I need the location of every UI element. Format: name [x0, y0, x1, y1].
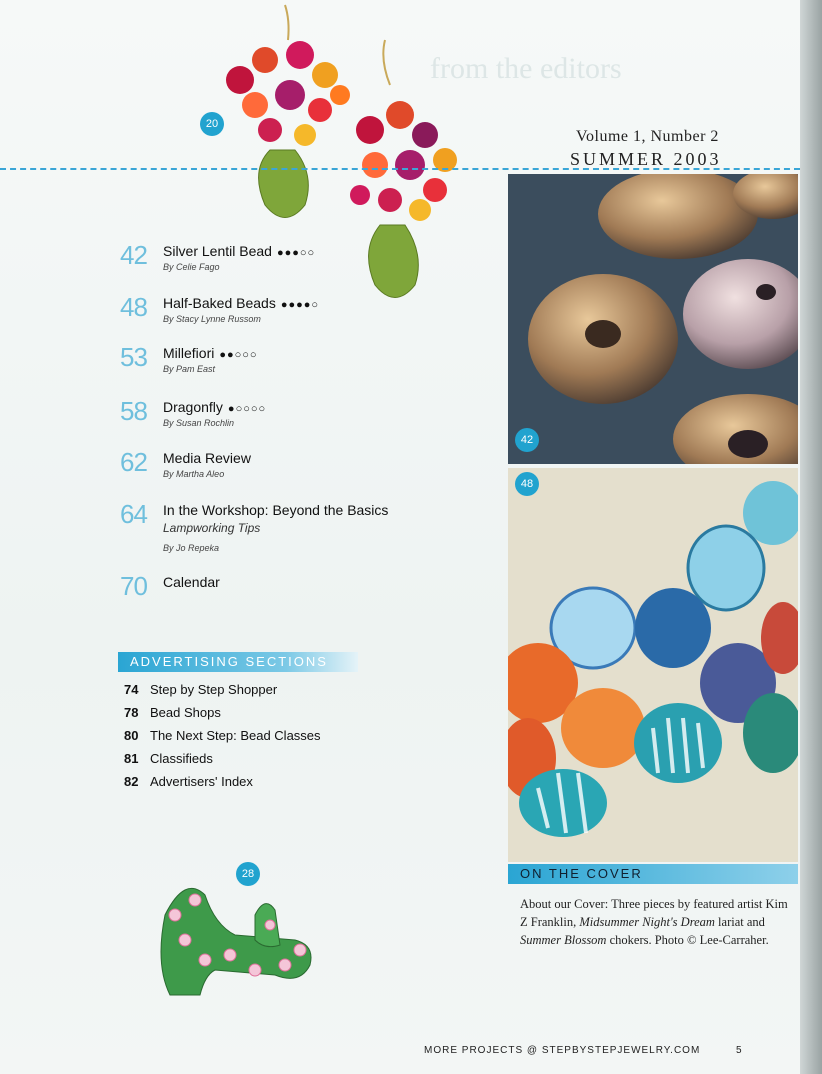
page-badge-shoe: 28: [236, 862, 260, 886]
cover-caption: About our Cover: Three pieces by featured artist Kim Z Franklin, Midsummer Night's Dream lariat and Summer Blossom chokers. Photo © Lee-Carraher.: [520, 897, 788, 947]
difficulty-dots: ●●●●○: [280, 299, 320, 311]
toc-page-number: 42: [120, 240, 147, 270]
toc-author: By Pam East: [163, 364, 216, 374]
page-edge: [800, 0, 822, 1074]
bead-shoe-image: [145, 855, 325, 1005]
earrings-image: [210, 0, 480, 315]
toc-title: Silver Lentil Bead ●●●○○: [163, 243, 316, 259]
ad-item[interactable]: [124, 751, 321, 774]
ad-page: 78: [124, 705, 139, 720]
page-badge-lentil: 42: [515, 428, 539, 452]
toc-subtitle: Lampworking Tips: [163, 521, 261, 535]
ad-item[interactable]: [124, 728, 321, 751]
ad-label: Step by Step Shopper: [150, 682, 278, 697]
toc-author: By Jo Repeka: [163, 543, 220, 553]
issue-season: SUMMER 2003: [570, 149, 722, 169]
volume-number: Volume 1, Number 2: [576, 128, 719, 145]
difficulty-dots: ●●○○○: [219, 349, 258, 361]
on-the-cover-heading: ON THE COVER: [508, 864, 798, 884]
toc-page-number: 64: [120, 499, 147, 529]
ad-item[interactable]: [124, 682, 321, 705]
toc-author: By Susan Rochlin: [163, 418, 235, 428]
toc-title: Calendar: [163, 574, 220, 590]
page-badge-baked: 48: [515, 472, 539, 496]
toc-page-number: 62: [120, 447, 147, 477]
footer-url[interactable]: MORE PROJECTS @ STEPBYSTEPJEWELRY.COM: [424, 1045, 701, 1056]
toc-page-number: 70: [120, 571, 147, 601]
ad-page: 74: [124, 682, 139, 697]
ad-page: 80: [124, 728, 139, 743]
ad-item[interactable]: [124, 774, 321, 797]
ad-page: 81: [124, 751, 139, 766]
toc-author: By Stacy Lynne Russom: [163, 314, 261, 324]
toc-title: Millefiori ●●○○○: [163, 345, 258, 361]
toc-title: Half-Baked Beads ●●●●○: [163, 295, 320, 311]
half-baked-beads-photo: [508, 468, 798, 862]
advertising-heading: ADVERTISING SECTIONS: [118, 652, 358, 672]
ad-label: Classifieds: [150, 751, 213, 766]
toc-page-number: 53: [120, 342, 147, 372]
difficulty-dots: ●●●○○: [276, 247, 316, 259]
advertising-list: [124, 682, 321, 797]
ad-label: Advertisers' Index: [150, 774, 253, 789]
ad-label: Bead Shops: [150, 705, 221, 720]
ghost-heading: from the editors: [430, 52, 622, 85]
ad-item[interactable]: [124, 705, 321, 728]
toc-title: Dragonfly ●○○○○: [163, 399, 267, 415]
toc-author: By Martha Aleo: [163, 469, 225, 479]
toc-page-number: 48: [120, 292, 147, 322]
difficulty-dots: ●○○○○: [227, 403, 267, 415]
page-number: 5: [736, 1045, 742, 1056]
ad-page: 82: [124, 774, 139, 789]
toc-title: In the Workshop: Beyond the Basics: [163, 502, 389, 518]
toc-author: By Celie Fago: [163, 262, 220, 272]
ad-label: The Next Step: Bead Classes: [150, 728, 321, 743]
silver-lentil-photo: [508, 174, 798, 464]
toc-title: Media Review: [163, 450, 251, 466]
toc-page-number: 58: [120, 396, 147, 426]
page-badge-earrings: 20: [200, 112, 224, 136]
